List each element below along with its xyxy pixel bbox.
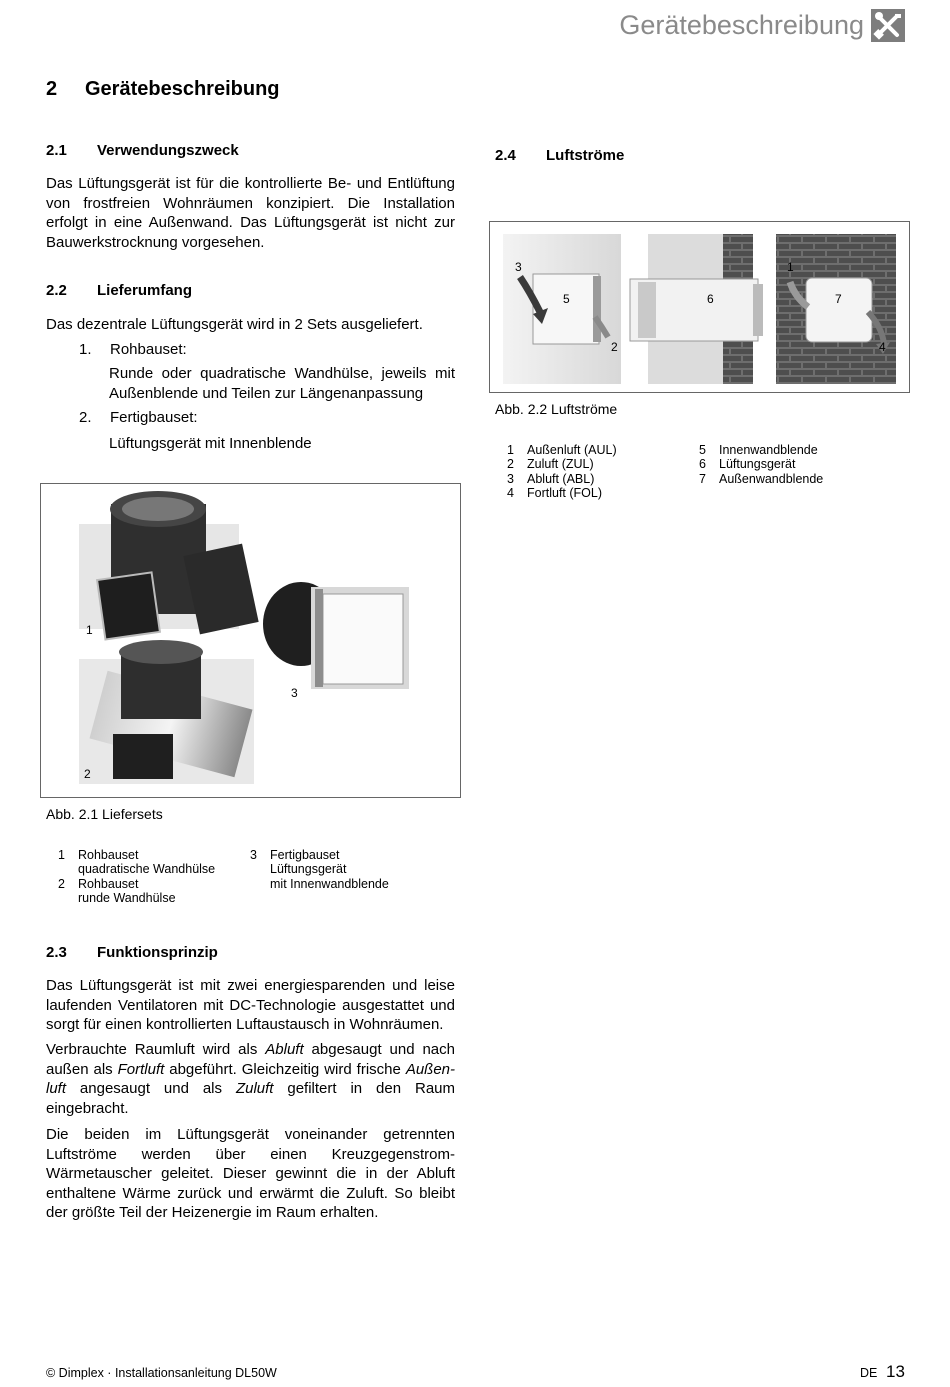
section-heading-2-4: 2.4 Luftströme bbox=[495, 147, 625, 164]
figure-label: 2 bbox=[84, 767, 91, 781]
liefersets-illustration bbox=[41, 484, 460, 797]
section-2-3-paragraph: Das Lüftungsgerät ist mit zwei energiesparenden und leise laufenden Ventilatoren mit DC-Technologie ausgestattet und sorgt für einen kontrollierten Luftaustausch in Wohnräumen. bbox=[46, 977, 455, 1033]
running-header-title: Gerätebeschreibung bbox=[619, 10, 864, 40]
figure-caption: Abb. 2.1 Liefersets bbox=[46, 806, 163, 822]
list-item-description: Lüftungsgerät mit Innenblende bbox=[109, 435, 312, 452]
figure-label: 1 bbox=[86, 623, 93, 637]
section-heading-2-1: 2.1 Verwendungszweck bbox=[46, 142, 239, 159]
figure-label: 2 bbox=[611, 340, 618, 354]
figure-label: 7 bbox=[835, 292, 842, 306]
figure-label: 4 bbox=[879, 340, 886, 354]
list-item: 2. Fertigbauset: bbox=[79, 409, 198, 426]
figure-liefersets bbox=[40, 483, 461, 798]
figure-legend-right: 5 Innenwandblende 6 Lüftungsgerät 7 Außenwandblende bbox=[699, 443, 824, 486]
list-item-description: Runde oder quadratische Wandhülse, jeweils mit Außenblende und Teilen zur Längenanpassung bbox=[109, 365, 455, 402]
figure-label: 3 bbox=[515, 260, 522, 274]
figure-label: 3 bbox=[291, 686, 298, 700]
tools-icon bbox=[871, 9, 905, 42]
page-number: 13 bbox=[886, 1362, 905, 1381]
figure-luftstroeme bbox=[489, 221, 910, 393]
section-2-1-text: Das Lüftungsgerät ist für die kontrollierte Be- und Entlüftung von frostfreien Wohnräumen konzipiert. Die Installation erfolgt in eine Außenwand. Das Lüftungsgerät ist nicht zur Bauwerkstrocknung vorgesehen. bbox=[46, 175, 455, 251]
section-heading-2-3: 2.3 Funktionsprinzip bbox=[46, 944, 218, 961]
figure-label: 6 bbox=[707, 292, 714, 306]
section-2-3-paragraph: Verbrauchte Raumluft wird als Abluft abgesaugt und nach außen als Fortluft abgeführt. Gleichzeitig wird frische Außen-luft angesaugt und als Zuluft gefiltert in den Raum eingebracht. bbox=[46, 1041, 456, 1117]
luftstroeme-illustration bbox=[490, 222, 909, 392]
section-2-2-intro: Das dezentrale Lüftungsgerät wird in 2 Sets ausgeliefert. bbox=[46, 316, 423, 333]
footer-copyright: © Dimplex · Installationsanleitung DL50W bbox=[46, 1366, 277, 1380]
list-item: 1. Rohbauset: bbox=[79, 341, 187, 358]
footer-language: DE bbox=[860, 1366, 878, 1380]
figure-caption: Abb. 2.2 Luftströme bbox=[495, 401, 618, 417]
figure-label: 1 bbox=[787, 260, 794, 274]
figure-legend-left: 1 Rohbauset quadratische Wandhülse 2 Rohbauset runde Wandhülse bbox=[58, 848, 216, 905]
figure-legend-left: 1 Außenluft (AUL) 2 Zuluft (ZUL) 3 Abluft (ABL) 4 Fortluft (FOL) bbox=[507, 443, 617, 500]
chapter-heading: 2 Gerätebeschreibung bbox=[46, 78, 280, 100]
section-heading-2-2: 2.2 Lieferumfang bbox=[46, 282, 193, 299]
figure-legend-right: 3 Fertigbauset Lüftungsgerät mit Innenwandblende bbox=[250, 848, 389, 891]
figure-label: 5 bbox=[563, 292, 570, 306]
section-2-3-paragraph: Die beiden im Lüftungsgerät voneinander getrennten Luftströme werden über einen Kreuzgegenstrom-Wärmetauscher geleitet. Dieser gewinnt die in der Abluft enthaltene Wärme zurück und erwärmt die Zuluft. So bleibt der größte Teil der Heizenergie im Raum erhalten. bbox=[46, 1126, 455, 1221]
